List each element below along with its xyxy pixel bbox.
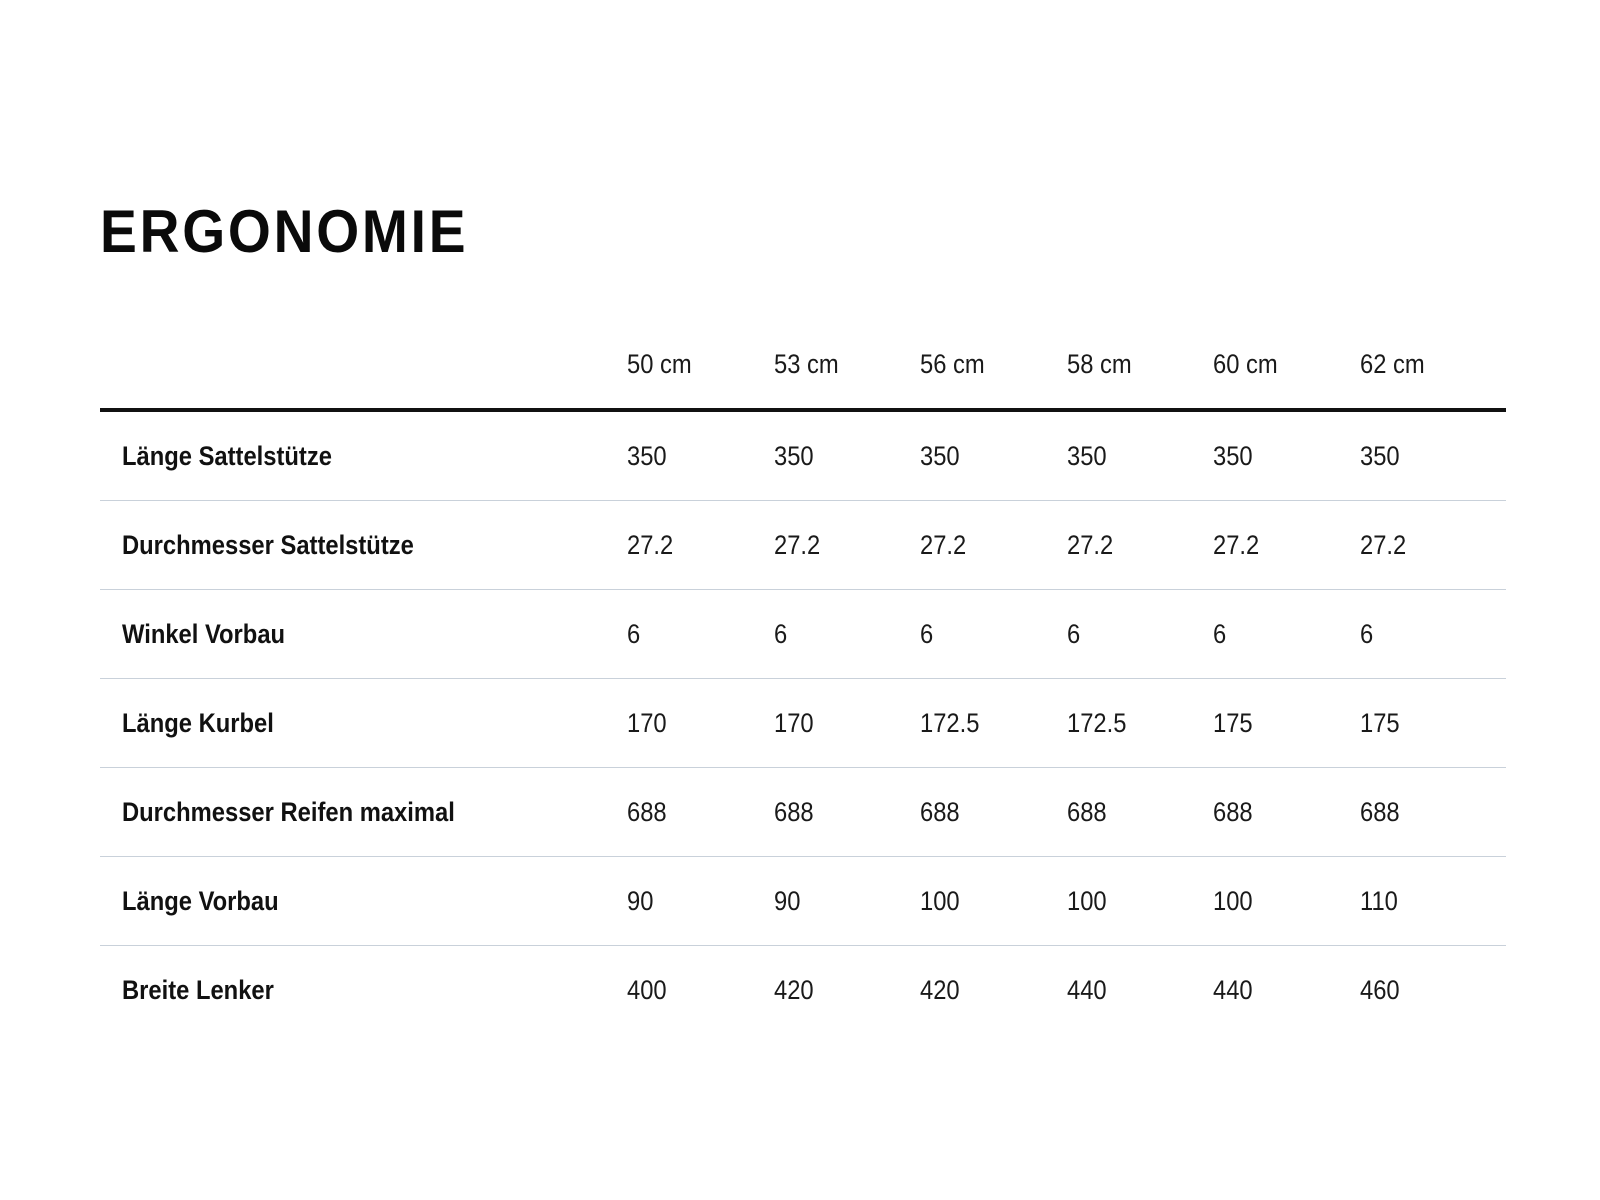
- value-cell: [1360, 501, 1507, 590]
- cell-value: 688: [773, 796, 814, 827]
- value-cell: [774, 768, 921, 857]
- value-cell: [1213, 501, 1360, 590]
- column-header: [1360, 320, 1507, 410]
- row-label: Länge Vorbau: [122, 885, 279, 916]
- cell-value: 170: [627, 707, 667, 738]
- cell-value: 100: [1066, 885, 1107, 916]
- value-cell: [1067, 679, 1214, 768]
- cell-value: 100: [1213, 885, 1253, 916]
- value-cell: [1067, 590, 1214, 679]
- cell-value: 350: [773, 440, 814, 471]
- cell-value: 420: [773, 974, 814, 1005]
- value-cell: [920, 768, 1067, 857]
- column-header: [1067, 320, 1214, 410]
- cell-value: 27.2: [1359, 529, 1406, 560]
- row-label: Durchmesser Sattelstütze: [122, 529, 414, 560]
- cell-value: 350: [627, 440, 667, 471]
- value-cell: [774, 679, 921, 768]
- cell-value: 175: [1359, 707, 1400, 738]
- header-empty-cell: [100, 320, 627, 410]
- cell-value: 350: [1359, 440, 1400, 471]
- row-label: Länge Kurbel: [122, 707, 274, 738]
- value-cell: [920, 410, 1067, 501]
- header-row: [100, 320, 1506, 410]
- row-label: Durchmesser Reifen maximal: [122, 796, 455, 827]
- cell-value: 6: [773, 618, 787, 649]
- table-row: [100, 857, 1506, 946]
- row-label-cell: [100, 768, 627, 857]
- value-cell: [627, 501, 774, 590]
- cell-value: 420: [920, 974, 960, 1005]
- cell-value: 27.2: [1066, 529, 1113, 560]
- cell-value: 172.5: [1066, 707, 1126, 738]
- cell-value: 100: [920, 885, 960, 916]
- value-cell: [1213, 946, 1360, 1035]
- value-cell: [1213, 857, 1360, 946]
- value-cell: [920, 590, 1067, 679]
- cell-value: 27.2: [1213, 529, 1260, 560]
- cell-value: 400: [627, 974, 667, 1005]
- value-cell: [920, 946, 1067, 1035]
- table-row: [100, 590, 1506, 679]
- cell-value: 688: [627, 796, 667, 827]
- value-cell: [1360, 590, 1507, 679]
- cell-value: 172.5: [920, 707, 980, 738]
- value-cell: [627, 590, 774, 679]
- table-header: [100, 320, 1506, 410]
- value-cell: [920, 501, 1067, 590]
- value-cell: [1067, 768, 1214, 857]
- cell-value: 90: [773, 885, 800, 916]
- page-title: ERGONOMIE: [100, 198, 469, 265]
- cell-value: 688: [1213, 796, 1253, 827]
- row-label-cell: [100, 501, 627, 590]
- cell-value: 6: [1359, 618, 1373, 649]
- value-cell: [1360, 946, 1507, 1035]
- value-cell: [920, 857, 1067, 946]
- table-row: [100, 679, 1506, 768]
- column-header-label: 56 cm: [920, 348, 985, 379]
- table-row: [100, 768, 1506, 857]
- cell-value: 27.2: [773, 529, 820, 560]
- column-header: [627, 320, 774, 410]
- geometry-table: [100, 320, 1506, 1034]
- cell-value: 460: [1359, 974, 1400, 1005]
- row-label: Winkel Vorbau: [122, 618, 286, 649]
- cell-value: 440: [1066, 974, 1107, 1005]
- row-label-cell: [100, 679, 627, 768]
- value-cell: [1360, 857, 1507, 946]
- cell-value: 440: [1213, 974, 1253, 1005]
- cell-value: 170: [773, 707, 814, 738]
- column-header-label: 53 cm: [773, 348, 839, 379]
- table-row: [100, 410, 1506, 501]
- value-cell: [1360, 410, 1507, 501]
- row-label-cell: [100, 946, 627, 1035]
- value-cell: [774, 501, 921, 590]
- cell-value: 688: [1359, 796, 1400, 827]
- cell-value: 350: [1213, 440, 1253, 471]
- cell-value: 6: [920, 618, 934, 649]
- column-header-label: 62 cm: [1359, 348, 1425, 379]
- value-cell: [774, 410, 921, 501]
- value-cell: [1360, 679, 1507, 768]
- row-label-cell: [100, 857, 627, 946]
- value-cell: [1213, 679, 1360, 768]
- table-row: [100, 946, 1506, 1035]
- cell-value: 6: [1213, 618, 1227, 649]
- row-label-cell: [100, 410, 627, 501]
- value-cell: [774, 590, 921, 679]
- column-header-label: 50 cm: [627, 348, 692, 379]
- column-header-label: 58 cm: [1066, 348, 1132, 379]
- table-row: [100, 501, 1506, 590]
- column-header-label: 60 cm: [1213, 348, 1278, 379]
- cell-value: 90: [627, 885, 654, 916]
- value-cell: [1213, 410, 1360, 501]
- cell-value: 350: [920, 440, 960, 471]
- value-cell: [627, 946, 774, 1035]
- value-cell: [1067, 501, 1214, 590]
- cell-value: 688: [1066, 796, 1107, 827]
- value-cell: [774, 946, 921, 1035]
- value-cell: [1067, 857, 1214, 946]
- cell-value: 6: [627, 618, 641, 649]
- row-label: Breite Lenker: [122, 974, 274, 1005]
- cell-value: 350: [1066, 440, 1107, 471]
- table-body: [100, 410, 1506, 1034]
- value-cell: [1067, 410, 1214, 501]
- column-header: [1213, 320, 1360, 410]
- cell-value: 110: [1359, 885, 1398, 916]
- value-cell: [920, 679, 1067, 768]
- value-cell: [627, 857, 774, 946]
- value-cell: [627, 768, 774, 857]
- value-cell: [774, 857, 921, 946]
- value-cell: [1067, 946, 1214, 1035]
- column-header: [774, 320, 921, 410]
- value-cell: [1213, 590, 1360, 679]
- value-cell: [1213, 768, 1360, 857]
- cell-value: 688: [920, 796, 960, 827]
- cell-value: 27.2: [627, 529, 674, 560]
- row-label-cell: [100, 590, 627, 679]
- value-cell: [627, 410, 774, 501]
- value-cell: [627, 679, 774, 768]
- column-header: [920, 320, 1067, 410]
- value-cell: [1360, 768, 1507, 857]
- cell-value: 27.2: [920, 529, 967, 560]
- cell-value: 6: [1066, 618, 1080, 649]
- cell-value: 175: [1213, 707, 1253, 738]
- row-label: Länge Sattelstütze: [122, 440, 332, 471]
